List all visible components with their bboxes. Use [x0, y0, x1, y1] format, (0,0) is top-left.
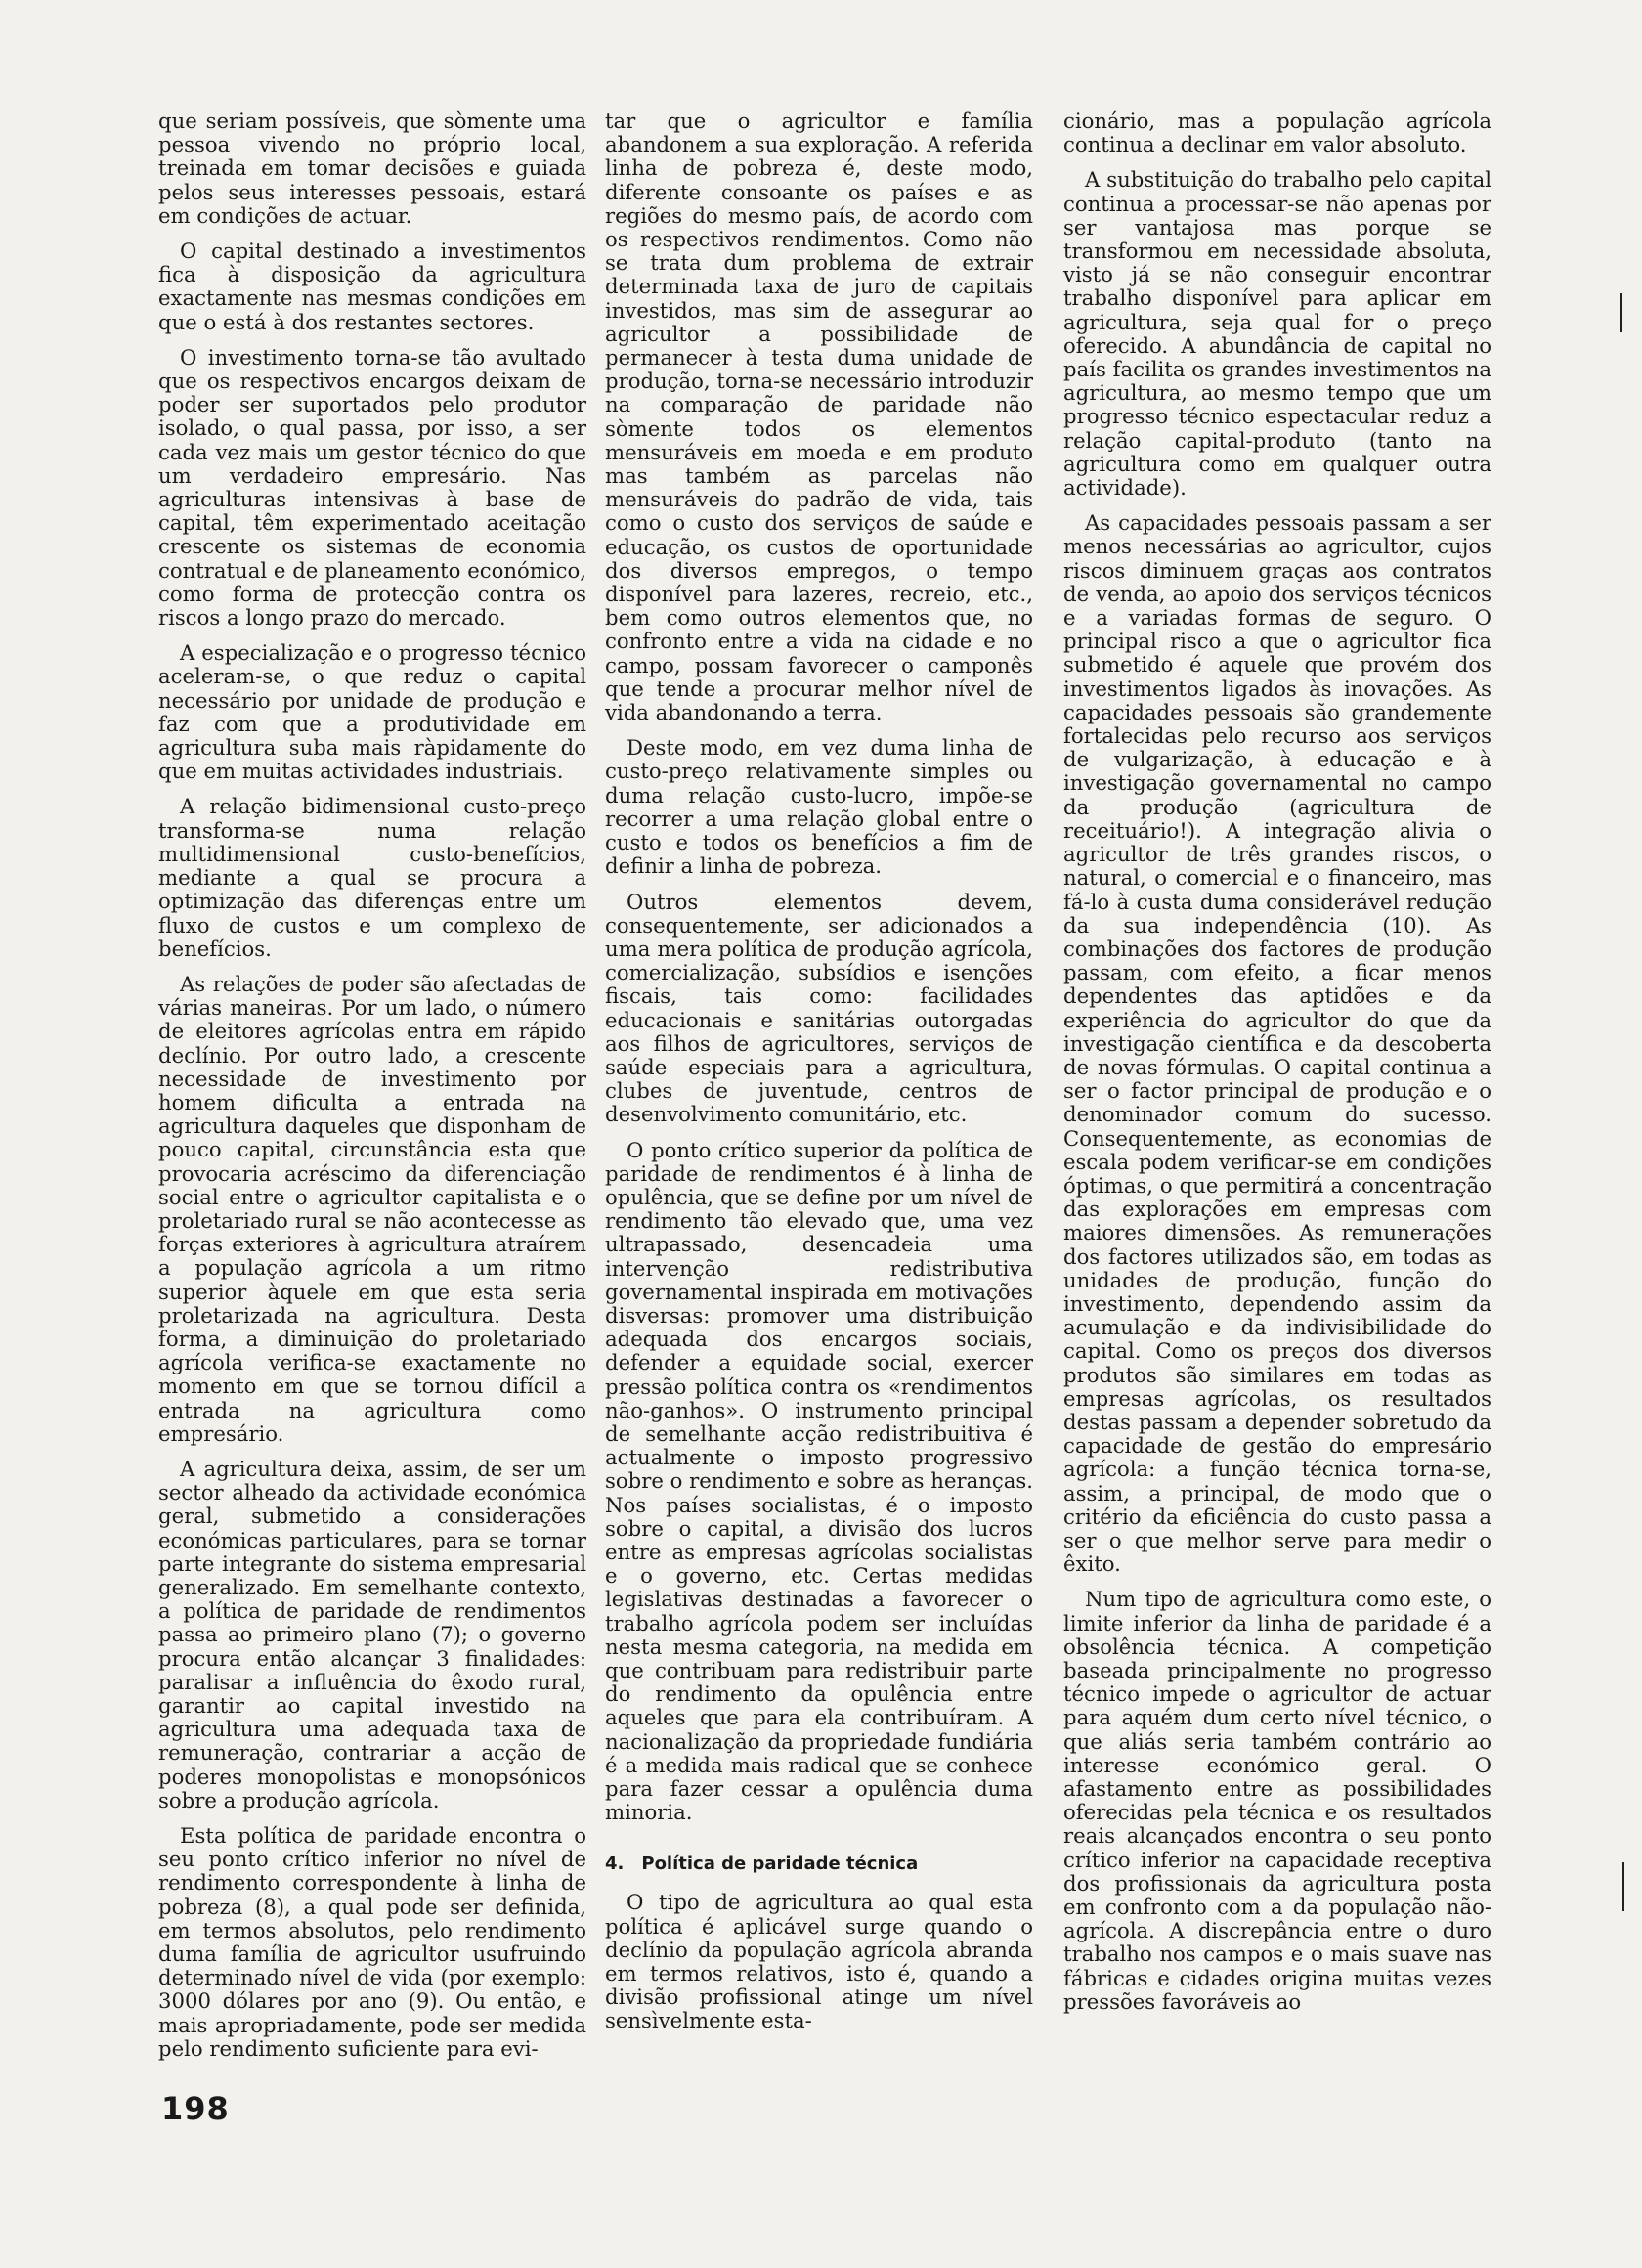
section-number: 4.	[605, 1854, 625, 1875]
paragraph: O capital destinado a investimentos fica à disposição da agricultura exactamente nas mesmas condições em que o está à dos restantes sectores.	[158, 239, 586, 334]
page-number: 198	[161, 2090, 230, 2127]
paragraph: cionário, mas a população agrícola continua a declinar em valor absoluto.	[1063, 109, 1491, 157]
paragraph: Deste modo, em vez duma linha de custo-preço relativamente simples ou duma relação custo-lucro, impõe-se recorrer a uma relação global entre o custo e todos os benefícios a fim de definir a linha de pobreza.	[605, 735, 1033, 879]
paragraph: Esta política de paridade encontra o seu ponto crítico inferior no nível de rendimento correspondente à linha de pobreza (8), a qual pode ser definida, em termos absolutos, pelo rendimento duma família de agricultor usufruindo determinado nível de vida (por exemplo: 3000 dólares por ano (9). Ou então, e mais apropriadamente, pode ser medida pelo rendimento suficiente para evi-	[158, 1823, 586, 2061]
paragraph: As capacidades pessoais passam a ser menos necessárias ao agricultor, cujos riscos diminuem graças aos contratos de venda, ao apoio dos serviços técnicos e a variadas formas de seguro. O principal risco a que o agricultor fica submetido é aquele que provém dos investimentos ligados às inovações. As capacidades pessoais são grandemente fortalecidas pelo recurso aos serviços de vulgarização, à educação e à investigação governamental no campo da produção (agricultura de receituário!). A integração alivia o agricultor de três grandes riscos, o natural, o comercial e o financeiro, mas fá-lo à custa duma considerável redução da sua independência (10). As combinações dos factores de produção passam, com efeito, a ficar menos dependentes das aptidões e da experiência do agricultor do que da investigação científica e da descoberta de novas fórmulas. O capital continua a ser o factor principal de produção e o denominador comum do sucesso. Consequentemente, as economias de escala podem verificar-se em condições óptimas, o que permitirá a concentração das explorações em empresas com maiores dimensões. As remunerações dos factores utilizados são, em todas as unidades de produção, função do investimento, dependendo assim da acumulação e da indivisibilidade do capital. Como os preços dos diversos produtos são similares em todas as empresas agrícolas, os resultados destas passam a depender sobretudo da capacidade de gestão do empresário agrícola: a função técnica torna-se, assim, a principal, de modo que o critério da eficiência do custo passa a ser o que melhor serve para medir o êxito.	[1063, 510, 1491, 1577]
margin-mark	[1622, 1862, 1624, 1911]
text-column-1	[158, 109, 586, 2072]
section-title: Política de paridade técnica	[641, 1854, 919, 1875]
text-column-2	[605, 109, 1033, 2045]
paragraph: A especialização e o progresso técnico aceleram-se, o que reduz o capital necessário por unidade de produção e faz com que a produtividade em agricultura suba mais ràpidamente do que em muitas actividades industriais.	[158, 640, 586, 784]
paragraph: O tipo de agricultura ao qual esta política é aplicável surge quando o declínio da população agrícola abranda em termos relativos, isto é, quando a divisão profissional atinge um nível sensìvelmente esta-	[605, 1890, 1033, 2033]
section-heading	[605, 1854, 1033, 1875]
paragraph: tar que o agricultor e família abandonem a sua exploração. A referida linha de pobreza é, deste modo, diferente consoante os países e as regiões do mesmo país, de acordo com os respectivos rendimentos. Como não se trata dum problema de extrair determinada taxa de juro de capitais investidos, mas sim de assegurar ao agricultor a possibilidade de permanecer à testa duma unidade de produção, torna-se necessário introduzir na comparação de paridade não sòmente todos os elementos mensuráveis em moeda e em produto mas também as parcelas não mensuráveis do padrão de vida, tais como o custo dos serviços de saúde e educação, os custos de oportunidade dos diversos empregos, o tempo disponível para lazeres, recreio, etc., bem como outros elementos que, no confronto entre a vida na cidade e no campo, possam favorecer o camponês que tende a procurar melhor nível de vida abandonando a terra.	[605, 109, 1033, 725]
paragraph: que seriam possíveis, que sòmente uma pessoa vivendo no próprio local, treinada em tomar decisões e guiada pelos seus interesses pessoais, estará em condições de actuar.	[158, 109, 586, 228]
paragraph: O investimento torna-se tão avultado que os respectivos encargos deixam de poder ser suportados pelo produtor isolado, o qual passa, por isso, a ser cada vez mais um gestor técnico do que um verdadeiro empresário. Nas agriculturas intensivas à base de capital, têm experimentado aceitação crescente os sistemas de economia contratual e de planeamento económico, como forma de protecção contra os riscos a longo prazo do mercado.	[158, 344, 586, 631]
paragraph: A substituição do trabalho pelo capital continua a processar-se não apenas por ser vantajosa mas porque se transformou em necessidade absoluta, visto já se não conseguir encontrar trabalho disponível para aplicar em agricultura, seja qual for o preço oferecido. A abundância de capital no país facilita os grandes investimentos na agricultura, ao mesmo tempo que um progresso técnico espectacular reduz a relação capital-produto (tanto na agricultura como em qualquer outra actividade).	[1063, 167, 1491, 501]
text-column-3	[1063, 109, 1491, 2026]
paragraph: A agricultura deixa, assim, de ser um sector alheado da actividade económica geral, submetido a considerações económicas particulares, para se tornar parte integrante do sistema empresarial generalizado. Em semelhante contexto, a política de paridade de rendimentos passa ao primeiro plano (7); o governo procura então alcançar 3 finalidades: paralisar a influência do êxodo rural, garantir ao capital investido na agricultura uma adequada taxa de remuneração, contrariar a acção de poderes monopolistas e monopsónicos sobre a produção agrícola.	[158, 1456, 586, 1812]
margin-mark	[1620, 293, 1622, 332]
paragraph: A relação bidimensional custo-preço transforma-se numa relação multidimensional custo-benefícios, mediante a qual se procura a optimização das diferenças entre um fluxo de custos e um complexo de benefícios.	[158, 794, 586, 961]
paragraph: Num tipo de agricultura como este, o limite inferior da linha de paridade é a obsolência técnica. A competição baseada principalmente no progresso técnico impede o agricultor de actuar para aquém dum certo nível técnico, o que aliás seria também contrário ao interesse económico geral. O afastamento entre as possibilidades oferecidas pela técnica e os resultados reais alcançados encontra o seu ponto crítico inferior na capacidade receptiva dos profissionais da agricultura posta em confronto com a da população não-agrícola. A discrepância entre o duro trabalho nos campos e o mais suave nas fábricas e cidades origina muitas vezes pressões favoráveis ao	[1063, 1587, 1491, 2014]
paragraph: O ponto crítico superior da política de paridade de rendimentos é à linha de opulência, que se define por um nível de rendimento tão elevado que, uma vez ultrapassado, desencadeia uma intervenção redistributiva governamental inspirada em motivações disversas: promover uma distribuição adequada dos encargos sociais, defender a equidade social, exercer pressão política contra os «rendimentos não-ganhos». O instrumento principal de semelhante acção redistribuitiva é actualmente o imposto progressivo sobre o rendimento e sobre as heranças. Nos países socialistas, é o imposto sobre o capital, a divisão dos lucros entre as empresas agrícolas socialistas e o governo, etc. Certas medidas legislativas destinadas a favorecer o trabalho agrícola podem ser incluídas nesta mesma categoria, na medida em que contribuam para redistribuir parte do rendimento da opulência entre aqueles que para ela contribuíram. A nacionalização da propriedade fundiária é a medida mais radical que se conhece para fazer cessar a opulência duma minoria.	[605, 1137, 1033, 1825]
paragraph: Outros elementos devem, consequentemente, ser adicionados a uma mera política de produção agrícola, comercialização, subsídios e isenções fiscais, tais como: facilidades educacionais e sanitárias outorgadas aos filhos de agricultores, serviços de saúde especiais para a agricultura, clubes de juventude, centros de desenvolvimento comunitário, etc.	[605, 889, 1033, 1127]
paragraph: As relações de poder são afectadas de várias maneiras. Por um lado, o número de eleitores agrícolas entra em rápido declínio. Por outro lado, a crescente necessidade de investimento por homem dificulta a entrada na agricultura daqueles que disponham de pouco capital, circunstância esta que provocaria acréscimo da diferenciação social entre o agricultor capitalista e o proletariado rural se não acontecesse as forças exteriores à agricultura atraírem a população agrícola a um ritmo superior àquele em que esta seria proletarizada na agricultura. Desta forma, a diminuição do proletariado agrícola verifica-se exactamente no momento em que se tornou difícil a entrada na agricultura como empresário.	[158, 971, 586, 1446]
